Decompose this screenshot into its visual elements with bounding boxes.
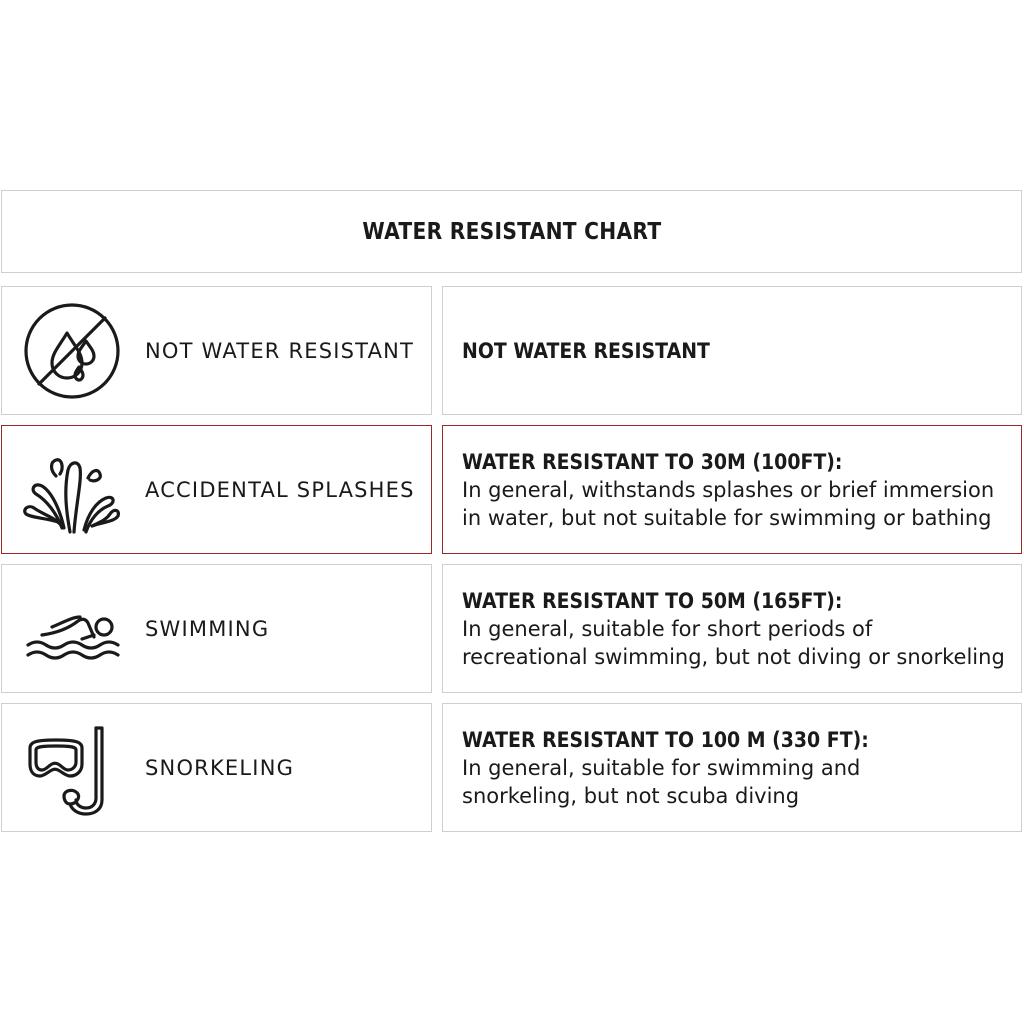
level-cell-not-water-resistant [1,286,432,415]
level-label: NOT WATER RESISTANT [145,338,415,363]
description [462,448,1013,532]
level-label: SNORKELING [145,755,295,780]
level-cell-swimming [1,564,432,693]
description [462,587,1013,671]
level-cell-snorkeling [1,703,432,832]
description [462,337,1013,365]
description-body: In general, withstands splashes or brief immersion in water, but not suitable for swimming or bathing [462,477,995,530]
description-cell-not-water-resistant [442,286,1022,415]
description-body: In general, suitable for short periods of recreational swimming, but not diving or snorkeling [462,616,1005,669]
description-heading: NOT WATER RESISTANT [462,338,710,363]
description-cell-accidental-splashes [442,425,1022,554]
description-body: In general, suitable for swimming and snorkeling, but not scuba diving [462,755,861,808]
description-heading: WATER RESISTANT TO 30M (100FT): [462,449,843,474]
chart-title-box [1,190,1022,273]
level-label: SWIMMING [145,616,270,641]
swimmer-icon [22,579,122,679]
description-cell-swimming [442,564,1022,693]
description-heading: WATER RESISTANT TO 100 M (330 FT): [462,727,869,752]
level-cell-accidental-splashes [1,425,432,554]
level-label: ACCIDENTAL SPLASHES [145,477,415,502]
snorkel-mask-icon [22,718,122,818]
splash-icon [22,440,122,540]
description [462,726,1013,810]
description-cell-snorkeling [442,703,1022,832]
chart-title: WATER RESISTANT CHART [361,218,662,245]
no-water-drops-icon [22,301,122,401]
description-heading: WATER RESISTANT TO 50M (165FT): [462,588,843,613]
